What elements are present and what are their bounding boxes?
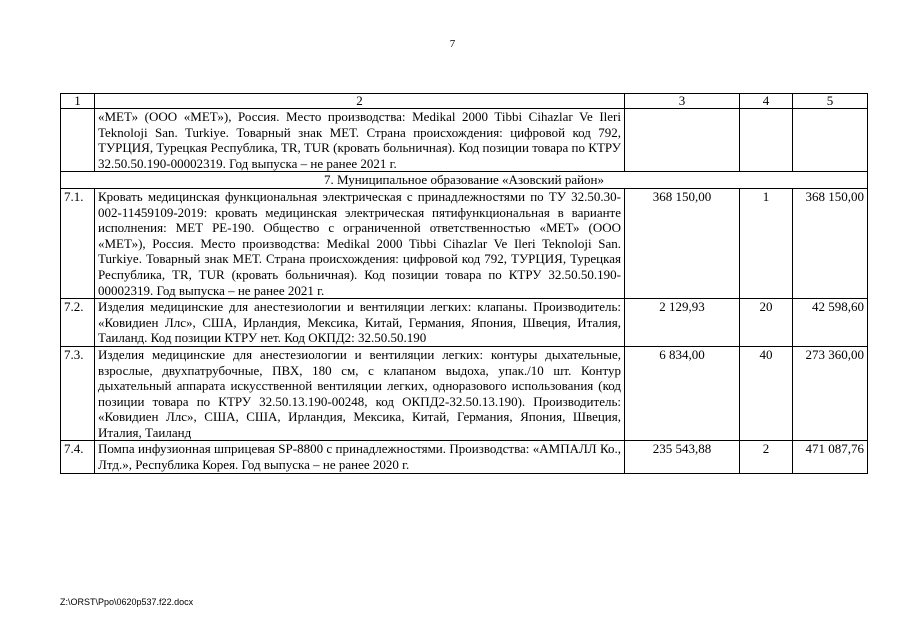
table-row <box>61 188 868 298</box>
price-cell <box>625 109 740 172</box>
quantity-cell: 40 <box>740 346 793 441</box>
price-cell: 6 834,00 <box>625 346 740 441</box>
header-cell: 2 <box>95 94 625 109</box>
row-number-cell: 7.1. <box>61 188 95 298</box>
price-cell: 2 129,93 <box>625 299 740 347</box>
description-cell: Помпа инфузионная шприцевая SP-8800 с принадлежностями. Производства: «АМПАЛЛ Ко., Лтд.», Республика Корея. Год выпуска – не ранее 2020 г. <box>95 441 625 473</box>
page-number: 7 <box>449 38 456 50</box>
quantity-cell <box>740 109 793 172</box>
table-row <box>61 299 868 347</box>
header-cell: 5 <box>793 94 868 109</box>
total-cell: 471 087,76 <box>793 441 868 473</box>
total-cell <box>793 109 868 172</box>
description-cell: Кровать медицинская функциональная электрическая с принадлежностями по ТУ 32.50.30-002-11459109-2019: кровать медицинская электрическая пятифункциональная в варианте исполнения: МЕТ РЕ-190. Общество с ограниченной ответственностью «МЕТ» (ООО «МЕТ»), Россия. Место производства: Medikal 2000 Tibbi Cihazlar Ve Ileri Teknoloji San. Turkiye. Товарный знак МЕТ. Страна происхождения: цифровой код 792, ТУРЦИЯ, Турецкая Республика, TR, TUR (кровать больничная). Код позиции товара по КТРУ 32.50.50.190-00002319. Год выпуска – не ранее 2021 г. <box>95 188 625 298</box>
row-number-cell: 7.4. <box>61 441 95 473</box>
table-row <box>61 346 868 441</box>
row-number-cell: 7.3. <box>61 346 95 441</box>
table-header-row <box>61 94 868 109</box>
section-row <box>61 172 868 189</box>
price-cell: 235 543,88 <box>625 441 740 473</box>
header-cell: 4 <box>740 94 793 109</box>
table-row <box>61 441 868 473</box>
header-cell: 3 <box>625 94 740 109</box>
row-number-cell: 7.2. <box>61 299 95 347</box>
header-cell: 1 <box>61 94 95 109</box>
total-cell: 42 598,60 <box>793 299 868 347</box>
table-row <box>61 109 868 172</box>
total-cell: 273 360,00 <box>793 346 868 441</box>
description-cell: «МЕТ» (ООО «МЕТ»), Россия. Место производства: Medikal 2000 Tibbi Cihazlar Ve Ileri Teknoloji San. Turkiye. Товарный знак МЕТ. Страна происхождения: цифровой код 792, ТУРЦИЯ, Турецкая Республика, TR, TUR (кровать больничная). Код позиции товара по КТРУ 32.50.50.190-00002319. Год выпуска – не ранее 2021 г. <box>95 109 625 172</box>
description-cell: Изделия медицинские для анестезиологии и вентиляции легких: контуры дыхательные, взрослые, двухпатрубочные, ПВХ, 180 см, с клапаном выдоха, упак./10 шт. Контур дыхательный аппарата искусственной вентиляции легких, одноразового использования (код позиции товара по КТРУ 32.50.13.190-00248, код ОКПД2-32.50.13.190). Производитель: «Ковидиен Ллс», США, США, Ирландия, Мексика, Китай, Германия, Япония, Швеция, Италия, Таиланд <box>95 346 625 441</box>
description-cell: Изделия медицинские для анестезиологии и вентиляции легких: клапаны. Производитель: «Ковидиен Ллс», США, Ирландия, Мексика, Китай, Германия, Япония, Швеция, Италия, Таиланд. Код позиции КТРУ нет. Код ОКПД2: 32.50.50.190 <box>95 299 625 347</box>
total-cell: 368 150,00 <box>793 188 868 298</box>
price-cell: 368 150,00 <box>625 188 740 298</box>
row-number-cell <box>61 109 95 172</box>
quantity-cell: 2 <box>740 441 793 473</box>
goods-table <box>60 93 868 474</box>
section-title: 7. Муниципальное образование «Азовский район» <box>61 172 868 189</box>
quantity-cell: 1 <box>740 188 793 298</box>
quantity-cell: 20 <box>740 299 793 347</box>
file-path-footer: Z:\ORST\Ppo\0620p537.f22.docx <box>60 597 194 607</box>
